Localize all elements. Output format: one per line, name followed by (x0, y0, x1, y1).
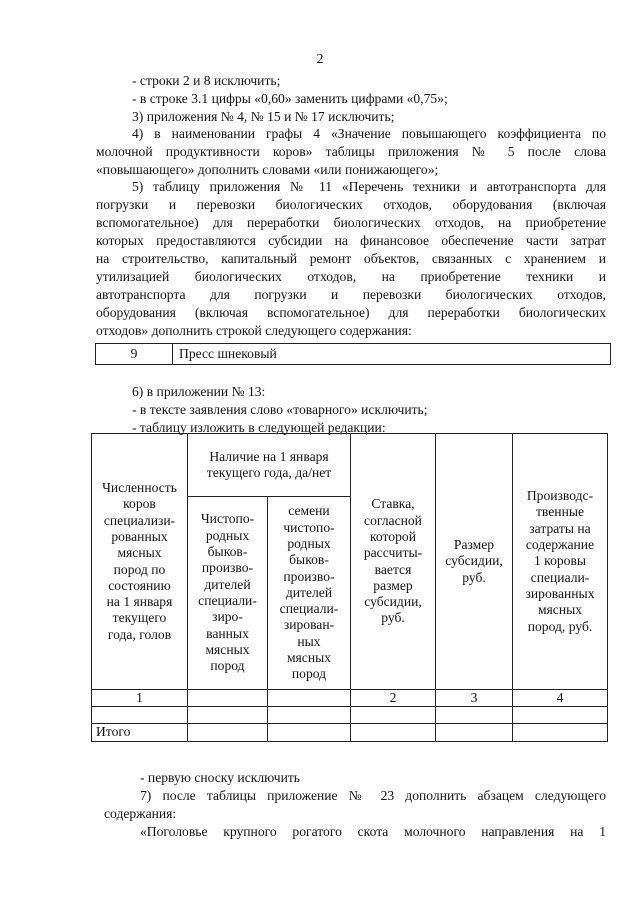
table-row (92, 690, 608, 707)
col-number-cell: 2 (351, 690, 436, 707)
table-cell (436, 707, 513, 724)
text-line: молочной продуктивности коров» таблицы приложения № 5 после слова (96, 144, 606, 159)
total-label-cell: Итого (92, 724, 188, 741)
subsidy-table (91, 433, 608, 742)
text-line: - таблицу изложить в следующей редакции: (132, 420, 386, 435)
text-line: которых предоставляются субсидии на финансовое обеспечение части затрат (96, 233, 606, 248)
text-line: - в тексте заявления слово «товарного» исключить; (132, 402, 428, 417)
text-line: погрузки и перевозки биологических отходов, оборудования (включая (96, 197, 606, 212)
page-number: 2 (316, 51, 324, 66)
text-line: 6) в приложении № 13: (132, 384, 266, 399)
text-line: 4) в наименовании графы 4 «Значение повышающего коэффициента по (132, 126, 606, 141)
table-cell (513, 724, 608, 741)
text-line: 7) после таблицы приложение № 23 дополнить абзацем следующего (140, 788, 606, 803)
table-cell (188, 724, 268, 741)
text-line: утилизацией биологических отходов, на приобретение техники и (96, 269, 606, 284)
text-line: «Поголовье крупного рогатого скота молочного направления на 1 (140, 824, 606, 839)
table-header-row (92, 434, 608, 497)
text-line: автотранспорта для погрузки и перевозки биологических отходов, (96, 287, 606, 302)
text-line: - строки 2 и 8 исключить; (132, 73, 281, 88)
text-line: «повышающего» дополнить словами «или понижающего»; (96, 162, 439, 177)
text-line: 3) приложения № 4, № 15 и № 17 исключить; (132, 109, 395, 124)
table-cell (351, 707, 436, 724)
col-number-cell (188, 690, 268, 707)
header-bulls: Чистопо- родных быков- произво- дителей специали- зиро- ванных мясных пород (188, 497, 268, 690)
text-line: оборудования (включая вспомогательное) для переработки биологических (96, 305, 606, 320)
text-line: на строительство, капитальный ремонт объектов, связанных с хранением и (96, 251, 606, 266)
text-line: вспомогательное) для переработки биологических отходов, на приобретение (96, 215, 606, 230)
text-line: 5) таблицу приложения № 11 «Перечень техники и автотранспорта для (132, 179, 606, 194)
text-line: - в строке 3.1 цифры «0,60» заменить цифрами «0,75»; (132, 91, 448, 106)
press-table (95, 343, 611, 365)
table-cell (188, 707, 268, 724)
table-row (92, 707, 608, 724)
header-availability-group: Наличие на 1 января текущего года, да/нет (188, 434, 351, 497)
col-number-cell: 1 (92, 690, 188, 707)
col-number-cell: 4 (513, 690, 608, 707)
header-production-costs: Производс- твенные затраты на содержание 1 коровы специали- зированных мясных пород, руб. (513, 434, 608, 690)
table-cell (268, 724, 351, 741)
table-row (96, 344, 611, 365)
table-cell (436, 724, 513, 741)
table-cell (351, 724, 436, 741)
text-line: отходов» дополнить строкой следующего содержания: (96, 323, 412, 338)
table-cell (268, 707, 351, 724)
col-number-cell: 3 (436, 690, 513, 707)
row-number-cell: 9 (96, 344, 173, 365)
col-number-cell (268, 690, 351, 707)
header-rate: Ставка, согласной которой рассчиты- вается размер субсидии, руб. (351, 434, 436, 690)
text-line: содержания: (104, 806, 177, 821)
header-cows-count: Численность коров специализи- рованных мясных пород по состоянию на 1 января текущего года, голов (92, 434, 188, 690)
header-semen: семени чистопо- родных быков- произво- дителей специали- зирован- ных мясных пород (268, 497, 351, 690)
table-row (92, 724, 608, 741)
text-line: - первую сноску исключить (140, 770, 301, 785)
table-cell (92, 707, 188, 724)
header-subsidy-size: Размер субсидии, руб. (436, 434, 513, 690)
table-cell (513, 707, 608, 724)
row-name-cell: Пресс шнековый (173, 344, 611, 365)
